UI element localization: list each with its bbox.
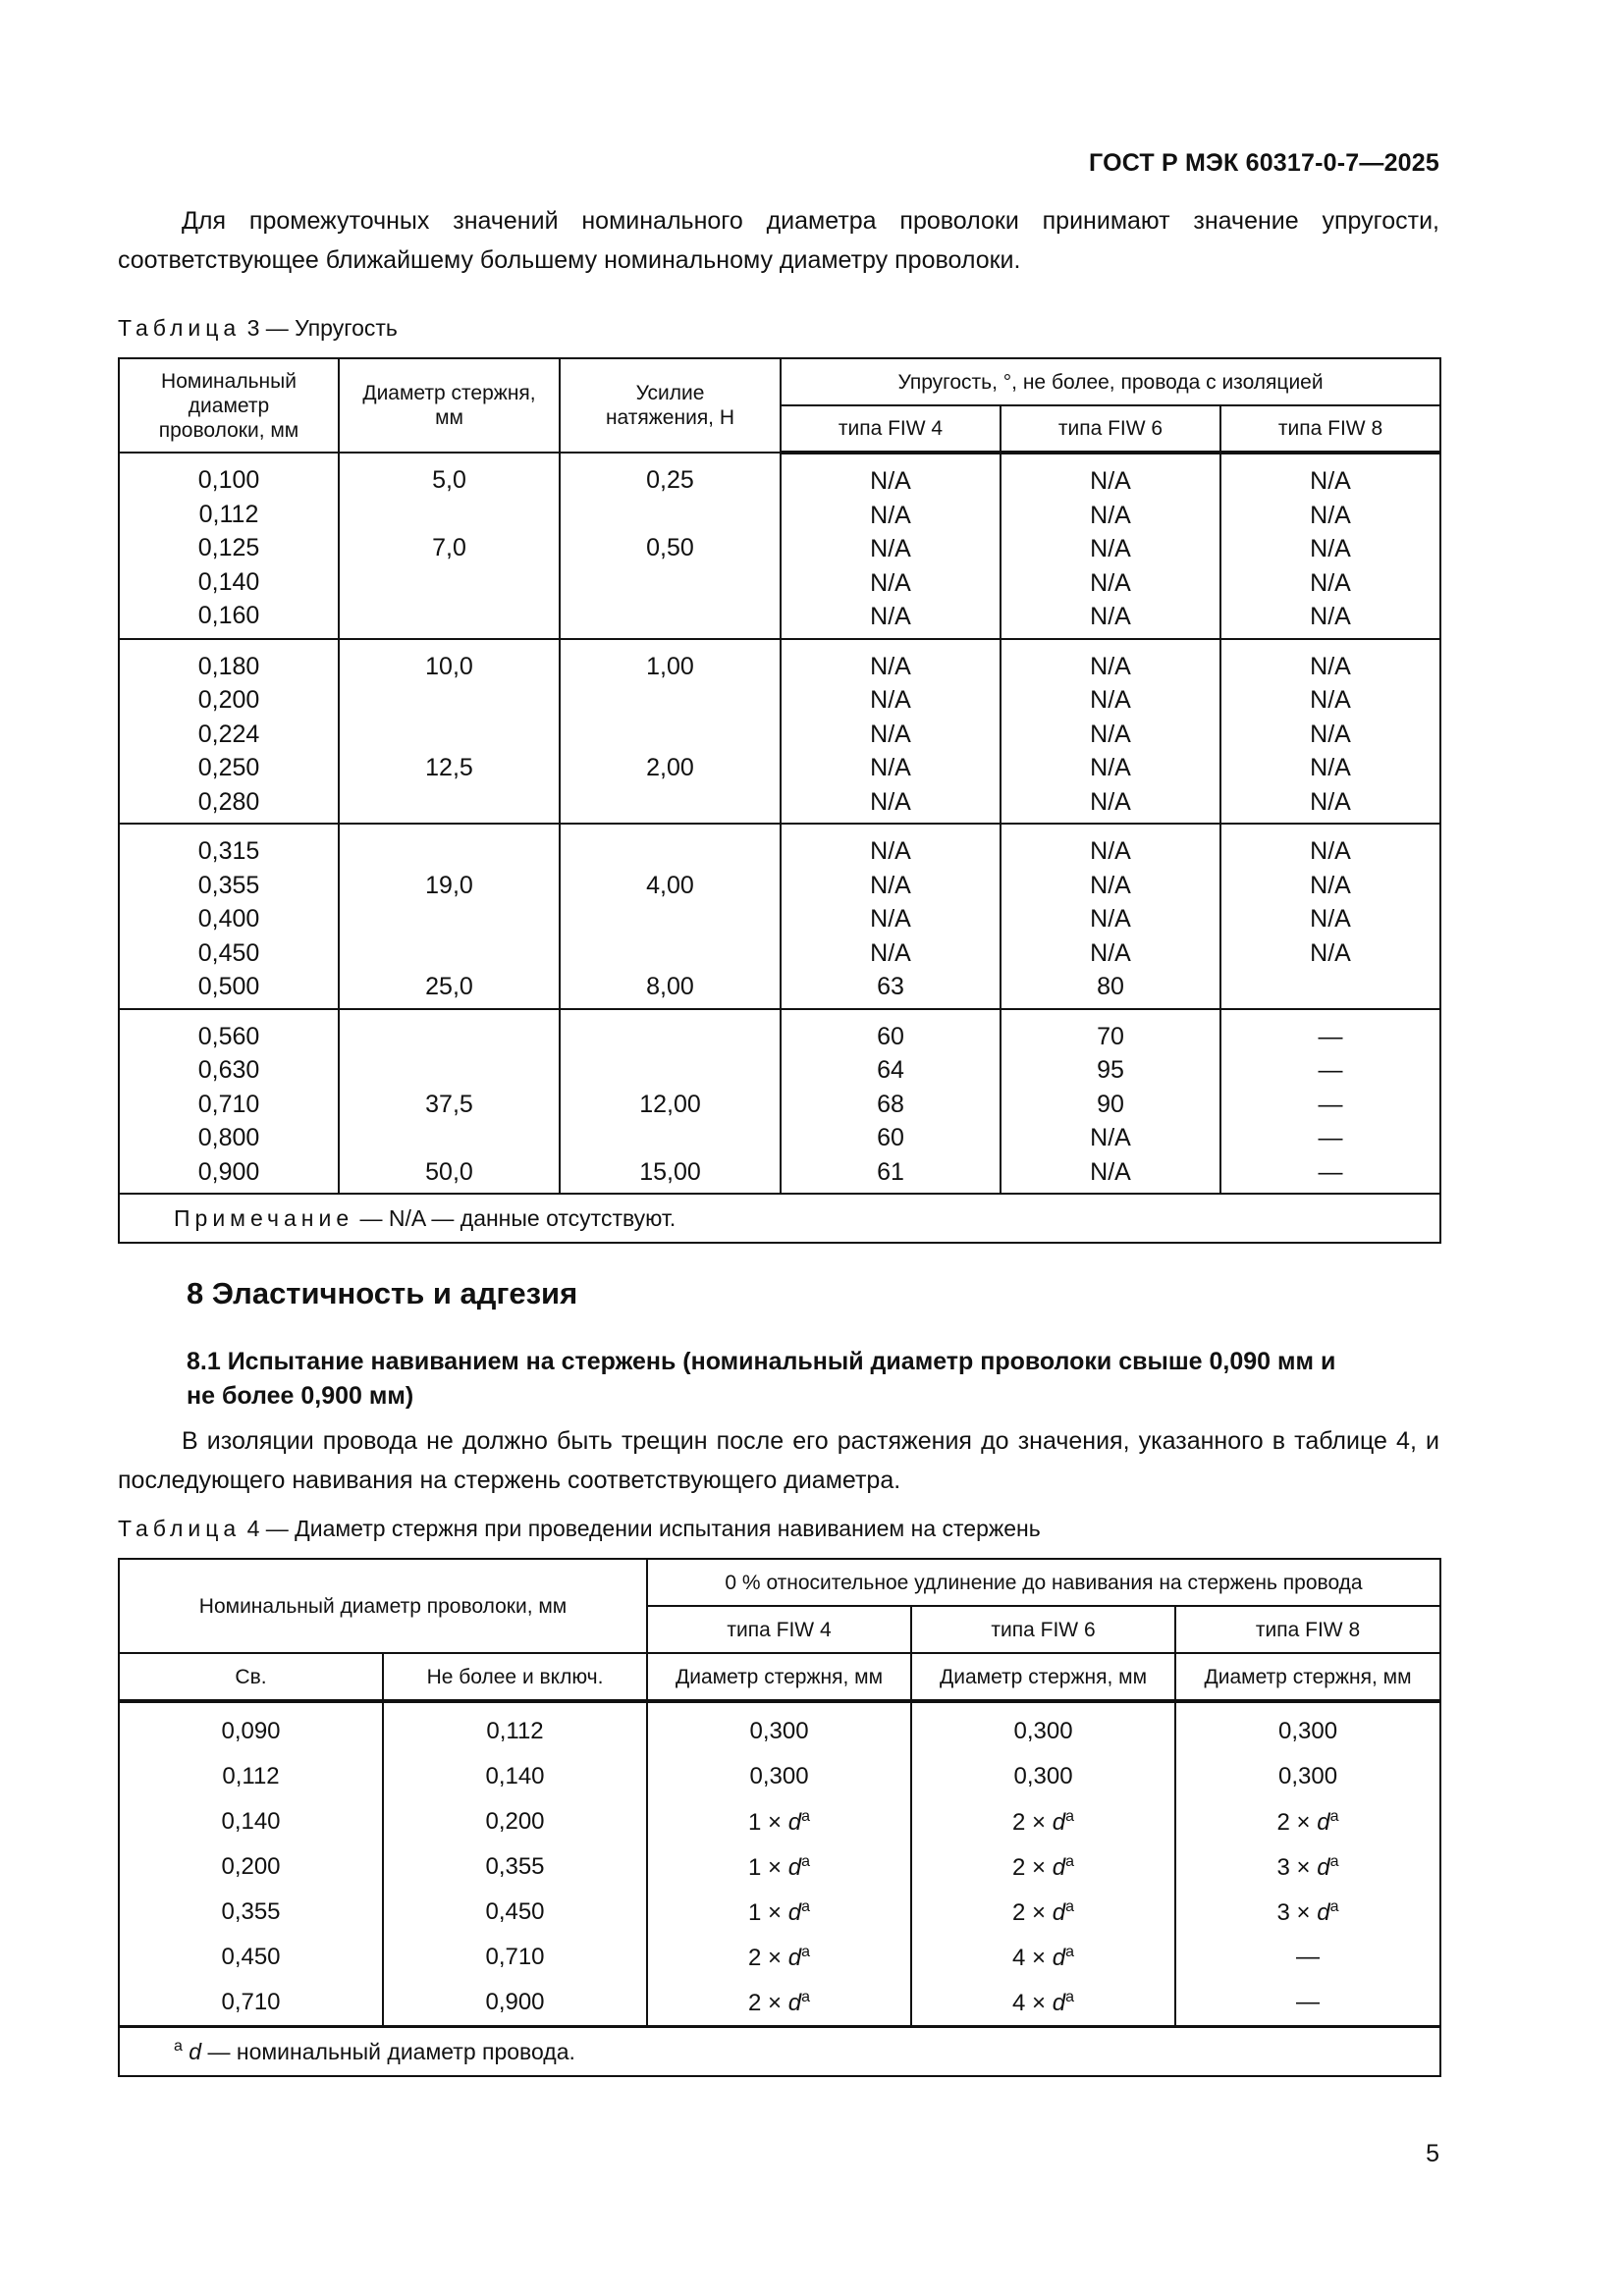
table4-cell bbox=[1175, 1701, 1440, 1754]
table4-footnote bbox=[119, 2027, 1440, 2077]
table3-cell: N/A bbox=[1090, 568, 1131, 597]
table3-cell: N/A bbox=[870, 501, 911, 529]
table4-cell bbox=[1175, 1935, 1440, 1980]
symbol-d: d bbox=[787, 1898, 802, 1926]
table4-header-nominal: Номинальный диаметр проволоки, мм bbox=[119, 1559, 647, 1653]
table3-cell-stack bbox=[781, 1009, 1001, 1195]
table3-cell bbox=[561, 936, 780, 971]
table3-cell: 0,630 bbox=[197, 1056, 260, 1084]
table4-cell-value: 0,090 bbox=[221, 1718, 281, 1744]
footnote-marker: a bbox=[1329, 1852, 1339, 1870]
symbol-d: d bbox=[787, 1944, 802, 1971]
table3-cell-stack bbox=[1220, 639, 1440, 825]
table3-cell: N/A bbox=[1090, 686, 1131, 714]
table3-cell bbox=[340, 936, 559, 971]
table3-cell: N/A bbox=[1310, 603, 1351, 630]
table4-cell-value: 0,450 bbox=[485, 1898, 545, 1925]
table4-row bbox=[119, 1701, 1440, 1754]
table4-cell bbox=[647, 1701, 911, 1754]
table3-cell: N/A bbox=[870, 652, 911, 680]
table3-cell: N/A bbox=[1090, 501, 1131, 529]
symbol-d: d bbox=[787, 1989, 802, 2016]
table4-cell-value: 0,140 bbox=[221, 1808, 281, 1835]
footnote-marker: a bbox=[1065, 1852, 1074, 1870]
table3-body bbox=[119, 453, 1440, 1194]
table4-cell bbox=[383, 1754, 647, 1799]
table3-cell: 0,125 bbox=[197, 534, 260, 561]
table3-row-group bbox=[119, 453, 1440, 639]
table4-cell-value: 2 × bbox=[1276, 1808, 1318, 1836]
table3-cell: 19,0 bbox=[425, 871, 473, 899]
table3-row-group bbox=[119, 639, 1440, 825]
table3-cell: 0,315 bbox=[197, 837, 260, 865]
symbol-d: d bbox=[787, 1808, 802, 1836]
table3-cell: 0,160 bbox=[197, 602, 260, 629]
table4-cell-value: 0,200 bbox=[485, 1808, 545, 1835]
table3-cell: 0,710 bbox=[197, 1090, 260, 1118]
table4-cell bbox=[383, 1980, 647, 2027]
table3-cell: N/A bbox=[1090, 652, 1131, 680]
table3-cell: N/A bbox=[870, 938, 911, 967]
table3-cell: 64 bbox=[877, 1056, 904, 1084]
table3-cell: N/A bbox=[1090, 938, 1131, 967]
table4-cell bbox=[911, 1890, 1175, 1935]
table3-cell: N/A bbox=[870, 905, 911, 933]
table3-cell: — bbox=[1318, 1056, 1343, 1084]
table3-header-fiw6: типа FIW 6 bbox=[1001, 405, 1220, 453]
table4-cell-value: 0,355 bbox=[485, 1853, 545, 1880]
table3-cell: 25,0 bbox=[425, 973, 473, 1000]
table4-cell bbox=[383, 1890, 647, 1935]
table3-cell: N/A bbox=[1310, 938, 1351, 967]
symbol-d: d bbox=[787, 1853, 802, 1881]
table3-cell-stack bbox=[1001, 1009, 1220, 1195]
table3-cell: 0,450 bbox=[197, 938, 260, 967]
symbol-d: d bbox=[1052, 1989, 1066, 2016]
table4-row bbox=[119, 1935, 1440, 1980]
table3-cell-stack bbox=[339, 453, 560, 639]
table3-cell-stack bbox=[1220, 453, 1440, 639]
table3-header-fiw8: типа FIW 8 bbox=[1220, 405, 1440, 453]
table4-cell-value: 2 × bbox=[1012, 1853, 1053, 1881]
table3-cell: 68 bbox=[877, 1090, 904, 1118]
table4-cell bbox=[647, 1754, 911, 1799]
symbol-d: d bbox=[1052, 1944, 1066, 1971]
table4-caption-prefix: Таблица bbox=[118, 1516, 242, 1541]
table4-cell bbox=[647, 1890, 911, 1935]
table4-header-rod6: Диаметр стержня, мм bbox=[911, 1653, 1175, 1701]
table3-cell bbox=[340, 599, 559, 633]
table3-cell: N/A bbox=[1090, 603, 1131, 630]
table3-cell: N/A bbox=[1310, 652, 1351, 680]
table4-cell-value: 0,710 bbox=[485, 1944, 545, 1970]
table3-cell: N/A bbox=[870, 568, 911, 597]
table4-cell bbox=[1175, 1754, 1440, 1799]
table3-cell: 8,00 bbox=[646, 973, 694, 1000]
table4-cell-value: 0,450 bbox=[221, 1944, 281, 1970]
table4-cell-value: 0,355 bbox=[221, 1898, 281, 1925]
table3-cell bbox=[561, 683, 780, 718]
table4-cell-value: 3 × bbox=[1276, 1898, 1318, 1926]
table3-cell bbox=[340, 1121, 559, 1155]
table3-cell: 0,355 bbox=[197, 871, 260, 899]
table3-cell: N/A bbox=[1310, 905, 1351, 933]
table4-cell bbox=[911, 1701, 1175, 1754]
table3-note-label: Примечание bbox=[174, 1204, 354, 1231]
footnote-marker: a bbox=[1065, 1807, 1074, 1825]
table3-cell: N/A bbox=[870, 686, 911, 714]
table4-row bbox=[119, 1890, 1440, 1935]
table3-cell: N/A bbox=[1090, 754, 1131, 781]
table3-cell: N/A bbox=[1090, 905, 1131, 933]
footnote-marker: a bbox=[801, 1897, 810, 1915]
table3-cell: 0,400 bbox=[197, 905, 260, 933]
table4-cell-value: 2 × bbox=[1012, 1808, 1053, 1836]
table4-cell-value: 2 × bbox=[748, 1944, 788, 1971]
table3-cell: N/A bbox=[1310, 720, 1351, 748]
table4-header-rod8: Диаметр стержня, мм bbox=[1175, 1653, 1440, 1701]
symbol-d: d bbox=[1317, 1898, 1330, 1926]
table4-cell bbox=[911, 1799, 1175, 1844]
footnote-marker: a bbox=[1329, 1807, 1339, 1825]
table4-footnote-text: — номинальный диаметр провода. bbox=[201, 2039, 575, 2064]
table3-cell: N/A bbox=[1090, 871, 1131, 899]
table3-caption-text: 3 — Упругость bbox=[241, 315, 398, 341]
table3-cell: 0,112 bbox=[198, 500, 259, 528]
table3-cell: 0,500 bbox=[197, 973, 260, 1000]
table4-header-elongation: 0 % относительное удлинение до навивания на стержень провода bbox=[647, 1559, 1440, 1606]
table3-caption-prefix: Таблица bbox=[118, 315, 242, 341]
table4-cell bbox=[911, 1935, 1175, 1980]
table4-cell bbox=[119, 1980, 383, 2027]
table3-cell: 0,180 bbox=[197, 652, 260, 680]
table3-cell bbox=[340, 1020, 559, 1054]
table3-header-fiw4: типа FIW 4 bbox=[781, 405, 1001, 453]
table4-cell-value: — bbox=[1296, 1944, 1321, 1970]
table4-cell-value: 2 × bbox=[1012, 1898, 1053, 1926]
table3-cell: N/A bbox=[870, 787, 911, 816]
table3-cell: N/A bbox=[1310, 568, 1351, 597]
footnote-marker: a bbox=[1065, 1897, 1074, 1915]
table3-cell: N/A bbox=[870, 720, 911, 748]
table3-cell-stack bbox=[781, 824, 1001, 1009]
table4-cell-value: 0,300 bbox=[1277, 1763, 1338, 1789]
table4-cell bbox=[119, 1935, 383, 1980]
table4-row bbox=[119, 1844, 1440, 1890]
section-8-1-paragraph bbox=[118, 1421, 1439, 1500]
table3-cell: 12,5 bbox=[425, 754, 473, 781]
table4-cell-value: 0,200 bbox=[221, 1853, 281, 1880]
footnote-marker: a bbox=[1065, 1943, 1074, 1960]
table3-cell: 60 bbox=[877, 1124, 904, 1151]
table3-cell bbox=[561, 834, 780, 869]
page-number: 5 bbox=[1426, 2140, 1439, 2167]
table3-cell bbox=[340, 834, 559, 869]
footnote-marker: a bbox=[1329, 1897, 1339, 1915]
table3-cell bbox=[561, 902, 780, 936]
table3-cell: 0,140 bbox=[197, 567, 260, 596]
table3-cell: 95 bbox=[1097, 1056, 1124, 1084]
table4-body bbox=[119, 1701, 1440, 2027]
table3-cell-stack bbox=[339, 824, 560, 1009]
table4-cell bbox=[1175, 1844, 1440, 1890]
table3-note-text: — N/A — данные отсутствуют. bbox=[353, 1204, 677, 1231]
table3-cell: 0,200 bbox=[197, 686, 260, 714]
table3-cell-stack bbox=[1220, 824, 1440, 1009]
table3-cell: 4,00 bbox=[646, 871, 694, 899]
table3-cell: 80 bbox=[1097, 973, 1124, 1000]
table3-cell bbox=[561, 565, 780, 600]
table4-cell bbox=[647, 1935, 911, 1980]
table4-header-fiw8: типа FIW 8 bbox=[1175, 1606, 1440, 1653]
table3-cell-stack bbox=[781, 453, 1001, 639]
table3-cell bbox=[561, 1020, 780, 1054]
table3-cell: 70 bbox=[1097, 1022, 1124, 1050]
table3-header-tension: Усилие натяжения, Н bbox=[560, 358, 781, 453]
table3-cell: 0,280 bbox=[197, 787, 260, 816]
section-8-title: 8 Эластичность и адгезия bbox=[187, 1276, 578, 1310]
table4-cell-value: 2 × bbox=[748, 1989, 788, 2016]
table4-header-upto: Не более и включ. bbox=[383, 1653, 647, 1701]
table3-cell: 0,250 bbox=[197, 754, 260, 781]
intro-paragraph bbox=[118, 201, 1439, 280]
table4-cell bbox=[119, 1799, 383, 1844]
table4-cell-value: 1 × bbox=[748, 1898, 788, 1926]
table3-header-rod: Диаметр стержня, мм bbox=[339, 358, 560, 453]
table4-cell bbox=[119, 1890, 383, 1935]
table3-cell: — bbox=[1318, 1157, 1343, 1186]
table3-cell bbox=[340, 498, 559, 532]
footnote-marker: a bbox=[174, 2038, 183, 2055]
footnote-marker: a bbox=[801, 1943, 810, 1960]
table3-cell-stack bbox=[560, 639, 781, 825]
table3-cell-stack bbox=[781, 639, 1001, 825]
table3-cell: N/A bbox=[1310, 837, 1351, 865]
symbol-d: d bbox=[1052, 1898, 1066, 1926]
table4-cell-value: 0,300 bbox=[1013, 1718, 1073, 1744]
table3-cell: 0,560 bbox=[197, 1022, 260, 1050]
table4-cell bbox=[1175, 1799, 1440, 1844]
table3-cell: 90 bbox=[1097, 1090, 1124, 1118]
table3-cell bbox=[340, 1053, 559, 1088]
table3-cell: — bbox=[1318, 1124, 1343, 1151]
table3-cell: 1,00 bbox=[646, 652, 694, 680]
table4-cell bbox=[383, 1701, 647, 1754]
table3-row-group bbox=[119, 824, 1440, 1009]
table4-cell bbox=[383, 1844, 647, 1890]
table4-row bbox=[119, 1799, 1440, 1844]
table4-cell bbox=[1175, 1980, 1440, 2027]
table3-cell: N/A bbox=[1090, 1157, 1131, 1186]
table3-cell: 5,0 bbox=[432, 466, 466, 494]
document-code: ГОСТ Р МЭК 60317-0-7—2025 bbox=[1089, 149, 1439, 177]
table4-header-fiw6: типа FIW 6 bbox=[911, 1606, 1175, 1653]
table3-cell-stack bbox=[339, 639, 560, 825]
table3-cell: N/A bbox=[1090, 1124, 1131, 1151]
footnote-marker: a bbox=[801, 1852, 810, 1870]
table4-row bbox=[119, 1980, 1440, 2027]
footnote-symbol-d: d bbox=[189, 2039, 202, 2064]
table4-cell bbox=[383, 1935, 647, 1980]
table3-cell: 0,900 bbox=[197, 1157, 260, 1186]
table4-cell-value: 0,112 bbox=[486, 1718, 544, 1744]
table3-cell bbox=[340, 565, 559, 600]
table3-cell-stack bbox=[560, 824, 781, 1009]
table3-cell: 10,0 bbox=[425, 652, 473, 680]
table4-cell bbox=[119, 1701, 383, 1754]
table3-cell: N/A bbox=[1090, 837, 1131, 865]
table4-cell-value: 0,112 bbox=[222, 1763, 280, 1789]
intro-paragraph-text: Для промежуточных значений номинального диаметра проволоки принимают значение упругости, соответствующее ближайшему большему номинальному диаметру проволоки. bbox=[118, 207, 1439, 274]
footnote-marker: a bbox=[1065, 1988, 1074, 2005]
table3-cell: 63 bbox=[877, 973, 904, 1000]
table3-note bbox=[119, 1194, 1440, 1243]
table3-cell: N/A bbox=[870, 837, 911, 865]
table4-cell bbox=[911, 1980, 1175, 2027]
table3-header-nominal: Номинальный диаметр проволоки, мм bbox=[119, 358, 339, 453]
table3-cell: 15,00 bbox=[639, 1157, 701, 1186]
symbol-d: d bbox=[1052, 1808, 1066, 1836]
table3-cell-stack bbox=[339, 1009, 560, 1195]
table3-cell bbox=[340, 718, 559, 752]
table3-cell bbox=[340, 785, 559, 820]
table4-caption bbox=[118, 1516, 1041, 1542]
table4-cell bbox=[119, 1844, 383, 1890]
table3-cell-stack bbox=[119, 453, 339, 639]
table3-cell: 60 bbox=[877, 1022, 904, 1050]
table3-cell bbox=[340, 683, 559, 718]
table3-cell: N/A bbox=[1310, 501, 1351, 529]
table3-cell-stack bbox=[560, 1009, 781, 1195]
table3-cell: N/A bbox=[870, 467, 911, 495]
table4-cell-value: 3 × bbox=[1276, 1853, 1318, 1881]
table4-cell bbox=[911, 1844, 1175, 1890]
table3-caption bbox=[118, 315, 398, 342]
table4-cell-value: 0,300 bbox=[1013, 1763, 1073, 1789]
table4-cell-value: 0,300 bbox=[1277, 1718, 1338, 1744]
table4-cell-value: 0,900 bbox=[485, 1989, 545, 2015]
table4-cell bbox=[911, 1754, 1175, 1799]
table3-cell: N/A bbox=[1310, 871, 1351, 899]
table3-cell bbox=[561, 498, 780, 532]
section-8-1-title: 8.1 Испытание навиванием на стержень (номинальный диаметр проволоки свыше 0,090 мм и не более 0,900 мм) bbox=[187, 1348, 1336, 1410]
table3-cell-stack bbox=[119, 639, 339, 825]
table3-cell bbox=[561, 1121, 780, 1155]
table4-cell-value: 4 × bbox=[1012, 1989, 1053, 2016]
table3-cell: 0,100 bbox=[197, 466, 260, 494]
table3-cell-stack bbox=[560, 453, 781, 639]
table3-row-group bbox=[119, 1009, 1440, 1195]
table4-cell-value: 0,300 bbox=[749, 1718, 809, 1744]
table3-cell: — bbox=[1318, 1090, 1343, 1118]
table3-cell-stack bbox=[119, 824, 339, 1009]
table3-cell: N/A bbox=[870, 603, 911, 630]
table3-cell bbox=[561, 599, 780, 633]
table4-cell bbox=[1175, 1890, 1440, 1935]
table3-cell: N/A bbox=[870, 535, 911, 562]
table3-cell: N/A bbox=[1310, 787, 1351, 816]
table4-cell bbox=[647, 1980, 911, 2027]
table3-cell bbox=[340, 902, 559, 936]
table4-cell bbox=[647, 1844, 911, 1890]
table3-cell: N/A bbox=[1090, 720, 1131, 748]
table4-cell-value: 0,710 bbox=[221, 1989, 281, 2015]
table3-cell: N/A bbox=[1090, 535, 1131, 562]
table3-cell: 50,0 bbox=[425, 1157, 473, 1186]
table3-cell: N/A bbox=[870, 871, 911, 899]
table3-cell: 0,25 bbox=[646, 466, 694, 494]
table4-cell-value: 1 × bbox=[748, 1808, 788, 1836]
table3-cell-stack bbox=[1001, 453, 1220, 639]
symbol-d: d bbox=[1317, 1808, 1330, 1836]
table3-cell: 12,00 bbox=[639, 1090, 701, 1118]
table4-cell bbox=[119, 1754, 383, 1799]
table3-cell: N/A bbox=[1310, 754, 1351, 781]
table3-cell-stack bbox=[1220, 1009, 1440, 1195]
table3-cell bbox=[561, 785, 780, 820]
table4-header-over: Св. bbox=[119, 1653, 383, 1701]
table3 bbox=[118, 357, 1441, 1244]
table3-cell bbox=[561, 1053, 780, 1088]
table4-header-fiw4: типа FIW 4 bbox=[647, 1606, 911, 1653]
table3-cell: N/A bbox=[1310, 467, 1351, 495]
table3-cell: N/A bbox=[1310, 686, 1351, 714]
table4-caption-text: 4 — Диаметр стержня при проведении испытания навиванием на стержень bbox=[241, 1516, 1041, 1541]
table4-cell-value: — bbox=[1296, 1989, 1321, 2015]
table4 bbox=[118, 1558, 1441, 2077]
table3-cell-stack bbox=[119, 1009, 339, 1195]
table4-cell-value: 0,140 bbox=[485, 1763, 545, 1789]
section-8-1-paragraph-text: В изоляции провода не должно быть трещин после его растяжения до значения, указанного в таблице 4, и последующего навивания на стержень соответствующего диаметра. bbox=[118, 1427, 1439, 1494]
table3-cell-stack bbox=[1001, 639, 1220, 825]
table4-cell-value: 0,300 bbox=[749, 1763, 809, 1789]
footnote-marker: a bbox=[801, 1807, 810, 1825]
symbol-d: d bbox=[1052, 1853, 1066, 1881]
table3-cell: — bbox=[1318, 1022, 1343, 1050]
table4-row bbox=[119, 1754, 1440, 1799]
table3-cell: 0,800 bbox=[197, 1124, 260, 1151]
table3-cell: N/A bbox=[1090, 467, 1131, 495]
table3-cell: 37,5 bbox=[425, 1090, 473, 1118]
table3-cell: 61 bbox=[877, 1157, 904, 1186]
table3-cell: 0,50 bbox=[646, 534, 694, 561]
table4-header-rod4: Диаметр стержня, мм bbox=[647, 1653, 911, 1701]
table3-cell: 2,00 bbox=[646, 754, 694, 781]
table4-cell bbox=[647, 1799, 911, 1844]
table3-cell: N/A bbox=[1090, 787, 1131, 816]
table3-cell: 7,0 bbox=[432, 534, 466, 561]
table3-cell: 0,224 bbox=[197, 720, 260, 748]
table3-cell-stack bbox=[1001, 824, 1220, 1009]
table3-header-springback: Упругость, °, не более, провода с изоляцией bbox=[781, 358, 1440, 405]
table3-cell bbox=[1221, 970, 1439, 1004]
footnote-marker: a bbox=[801, 1988, 810, 2005]
table4-cell-value: 1 × bbox=[748, 1853, 788, 1881]
table3-cell: N/A bbox=[870, 754, 911, 781]
table4-cell bbox=[383, 1799, 647, 1844]
table3-cell: N/A bbox=[1310, 535, 1351, 562]
symbol-d: d bbox=[1317, 1853, 1330, 1881]
table4-cell-value: 4 × bbox=[1012, 1944, 1053, 1971]
table3-cell bbox=[561, 718, 780, 752]
